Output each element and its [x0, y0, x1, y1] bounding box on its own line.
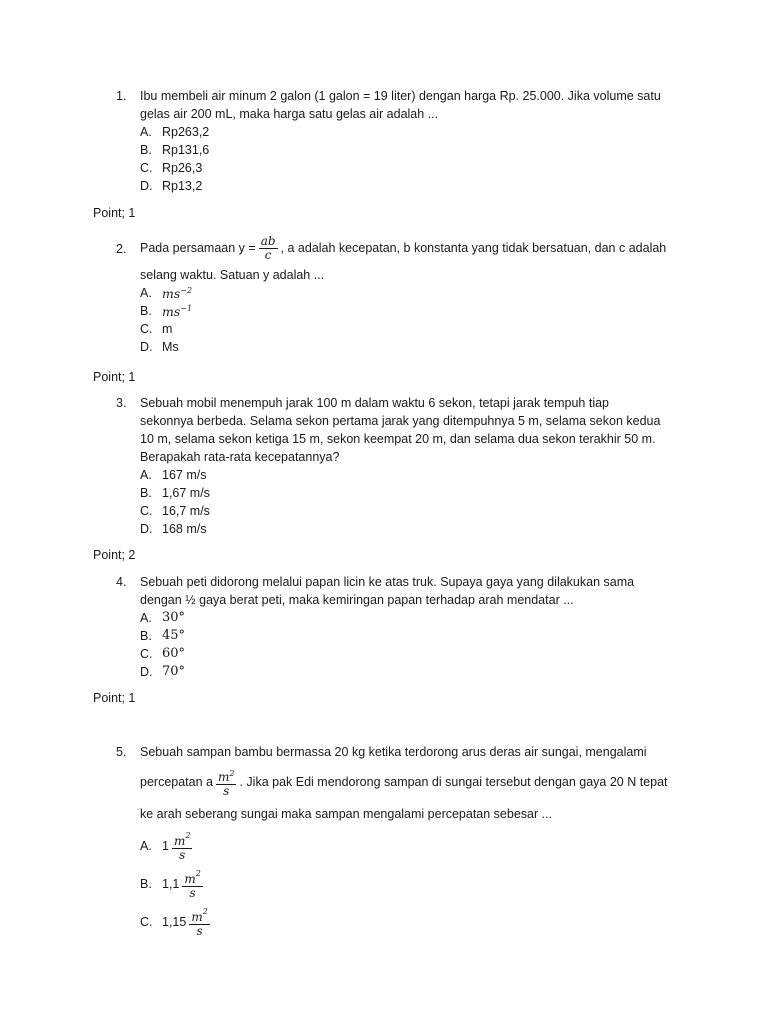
question-number: 5. [116, 745, 127, 759]
option-b[interactable]: B. 1,67 m/s [140, 486, 210, 500]
question-number: 3. [116, 396, 127, 410]
question-text: dengan ½ gaya berat peti, maka kemiringan papan terhadap arah mendatar ... [140, 593, 574, 607]
option-c[interactable]: C. 16,7 m/s [140, 504, 210, 518]
option-a[interactable]: A. 30° [140, 610, 186, 625]
question-text: Sebuah peti didorong melalui papan licin ke atas truk. Supaya gaya yang dilakukan sama [140, 575, 635, 589]
question-text: selang waktu. Satuan y adalah ... [140, 268, 325, 282]
point-label: Point; 1 [93, 206, 136, 220]
option-c[interactable]: C. 60° [140, 646, 186, 661]
option-d[interactable]: D. 168 m/s [140, 522, 207, 536]
question-text: percepatan a $\frac{m^2}{s}$ . Jika pak Edi mendorong sampan di sungai tersebut dengan gaya 20 N tepat [140, 768, 668, 798]
question-text: gelas air 200 mL, maka harga satu gelas air adalah ... [140, 107, 439, 121]
option-list [140, 827, 696, 941]
acceleration-unit: $\frac{m^2}{s}$ [217, 768, 235, 798]
unit-fraction: $\frac{m^2}{s}$ [173, 830, 191, 862]
point-label: Point; 2 [93, 548, 136, 562]
option-c[interactable]: C. Rp26,3 [140, 161, 203, 175]
question-4 [116, 573, 696, 681]
option-d[interactable]: D. 70° [140, 664, 186, 679]
question-number: 2. [116, 242, 127, 256]
option-list [140, 466, 696, 538]
unit-fraction: $\frac{m^2}{s}$ [191, 906, 208, 938]
question-text: 10 m, selama sekon ketiga 15 m, sekon keempat 20 m, dan selama dua sekon terakhir 50 m. [140, 432, 656, 446]
option-b[interactable]: B. Rp131,6 [140, 143, 210, 157]
question-number: 4. [116, 575, 127, 589]
question-text: Sebuah sampan bambu bermassa 20 kg ketika terdorong arus deras air sungai, mengalami [140, 745, 647, 759]
option-d[interactable]: D. Rp13,2 [140, 179, 203, 193]
point-label: Point; 1 [93, 370, 136, 384]
question-text: Sebuah mobil menempuh jarak 100 m dalam waktu 6 sekon, tetapi jarak tempuh tiap [140, 396, 610, 410]
question-text: Pada persamaan y = $\frac{ab}{c}$ , a adalah kecepatan, b konstanta yang tidak bersatuan, dan c adalah [140, 233, 667, 262]
equation-fraction: $\frac{ab}{c}$ [260, 233, 276, 262]
question-text: sekonnya berbeda. Selama sekon pertama jarak yang ditempuhnya 5 m, selama sekon kedua [140, 414, 661, 428]
option-c[interactable]: C. 1,15 $\frac{m^2}{s}$ [140, 906, 208, 938]
question-number: 1. [116, 89, 127, 103]
option-c[interactable]: C. m [140, 322, 173, 336]
option-list [140, 609, 696, 681]
point-label: Point; 1 [93, 691, 136, 705]
option-a[interactable]: A. 1 $\frac{m^2}{s}$ [140, 830, 191, 862]
question-text: ke arah seberang sungai maka sampan mengalami percepatan sebesar ... [140, 807, 553, 821]
option-list [140, 123, 696, 195]
unit-fraction: $\frac{m^2}{s}$ [184, 868, 201, 900]
question-5 [116, 743, 696, 941]
option-b[interactable]: B. 45° [140, 628, 186, 643]
option-list [140, 284, 696, 356]
question-2 [116, 232, 696, 356]
question-3 [116, 394, 696, 538]
option-a[interactable]: A. Rp263,2 [140, 125, 210, 139]
question-1 [116, 87, 696, 195]
option-b[interactable]: B. $ms^{-1}$ [140, 304, 193, 320]
question-text: Ibu membeli air minum 2 galon (1 galon = 19 liter) dengan harga Rp. 25.000. Jika volume satu [140, 89, 661, 103]
option-d[interactable]: D. Ms [140, 340, 179, 354]
question-text: Berapakah rata-rata kecepatannya? [140, 450, 340, 464]
option-b[interactable]: B. 1,1 $\frac{m^2}{s}$ [140, 868, 201, 900]
option-a[interactable]: A. $ms^{-2}$ [140, 286, 193, 302]
option-a[interactable]: A. 167 m/s [140, 468, 207, 482]
